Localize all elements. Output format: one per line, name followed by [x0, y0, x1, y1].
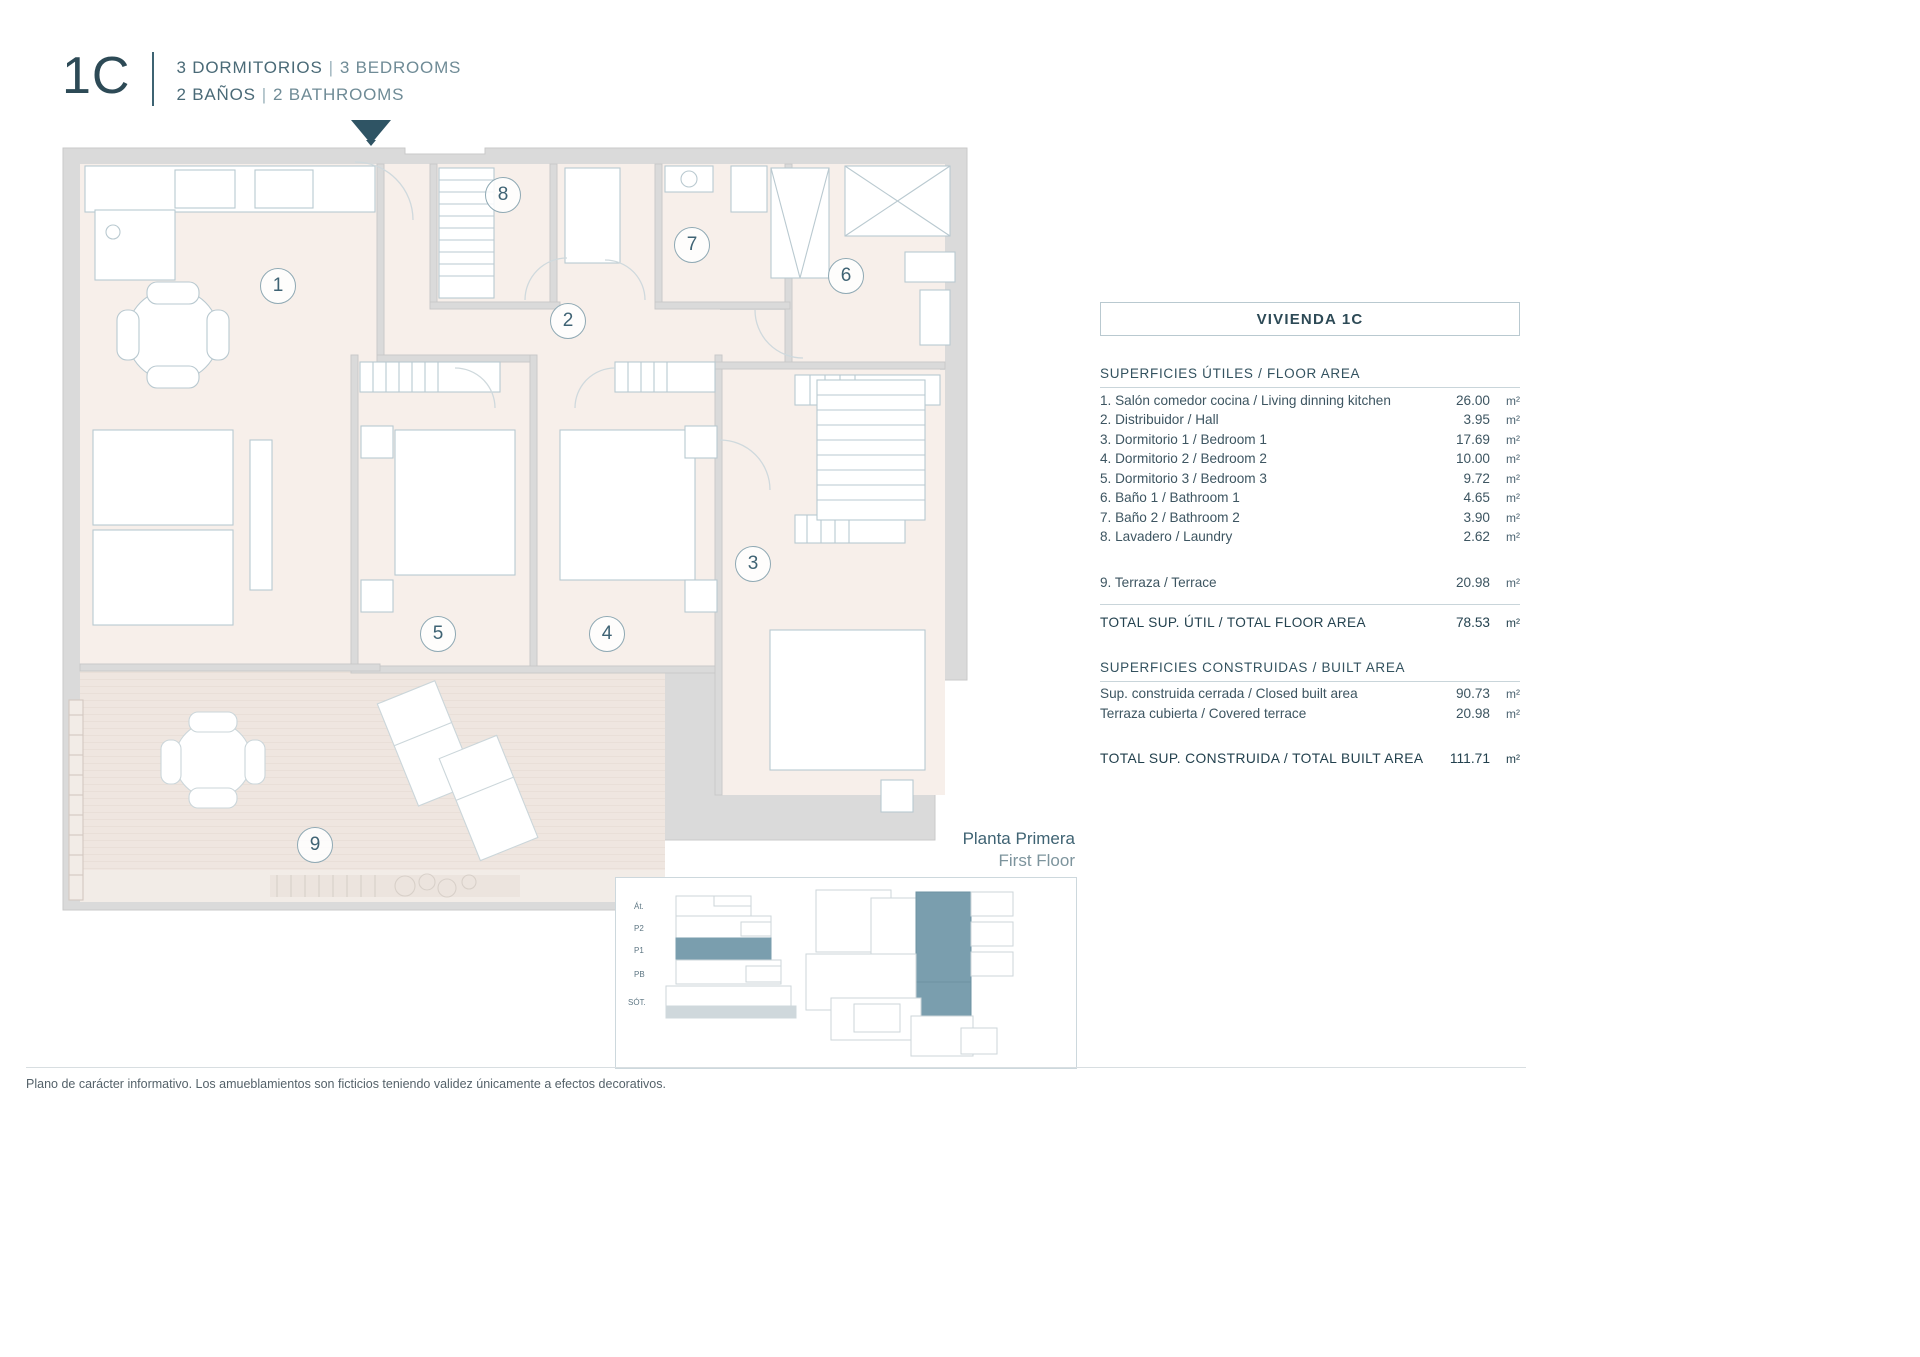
footer-disclaimer: Plano de carácter informativo. Los amueblamientos son ficticios teniendo validez únicamente a efectos decorativos.: [26, 1077, 666, 1091]
panel-title: VIVIENDA 1C: [1100, 302, 1520, 336]
keyplan-level-p1: P1: [634, 946, 644, 955]
area-value-5: 9.72: [1463, 470, 1490, 486]
entrance-arrow-icon: [348, 118, 398, 148]
key-plan: [615, 877, 1077, 1069]
bedrooms-summary: [176, 54, 461, 81]
floor-caption-en: First Floor: [998, 851, 1075, 870]
built-row-2: [1100, 701, 1520, 721]
stairs: [817, 380, 925, 520]
area-label-8: 8. Lavadero / Laundry: [1100, 529, 1233, 544]
total-built-area-unit: m²: [1506, 751, 1520, 766]
total-floor-area-value: 78.53: [1455, 614, 1490, 630]
room-marker-9: 9: [297, 827, 333, 863]
area-unit-5: m²: [1506, 471, 1520, 486]
sep-2: |: [261, 85, 267, 104]
area-unit-9: m²: [1506, 575, 1520, 590]
area-value-2: 3.95: [1463, 412, 1490, 427]
total-floor-area-unit: m²: [1506, 615, 1520, 630]
area-label-3: 3. Dormitorio 1 / Bedroom 1: [1100, 431, 1267, 447]
area-value-4: 10.00: [1455, 451, 1490, 466]
area-unit-3: m²: [1506, 432, 1520, 447]
area-value-3: 17.69: [1455, 431, 1490, 447]
area-row-2: [1100, 408, 1520, 428]
area-unit-1: m²: [1506, 393, 1520, 408]
area-label-2: 2. Distribuidor / Hall: [1100, 412, 1219, 427]
room-marker-5: 5: [420, 616, 456, 652]
area-label-1: 1. Salón comedor cocina / Living dinning kitchen: [1100, 392, 1391, 408]
built-row-1: [1100, 682, 1520, 702]
keyplan-level-at: Át.: [634, 902, 644, 911]
room-marker-3: 3: [735, 546, 771, 582]
area-unit-6: m²: [1506, 491, 1520, 505]
areas-panel: [1100, 302, 1520, 766]
total-built-area-row: [1100, 751, 1520, 766]
keyplan-level-p2: P2: [634, 924, 644, 933]
area-unit-7: m²: [1506, 510, 1520, 525]
area-row-4: [1100, 447, 1520, 467]
area-unit-8: m²: [1506, 530, 1520, 544]
room-marker-8: 8: [485, 177, 521, 213]
total-built-area-label: TOTAL SUP. CONSTRUIDA / TOTAL BUILT AREA: [1100, 750, 1424, 766]
area-row-6: [1100, 486, 1520, 506]
area-unit-2: m²: [1506, 413, 1520, 427]
built-label-1: Sup. construida cerrada / Closed built area: [1100, 686, 1358, 701]
area-row-9: [1100, 570, 1520, 590]
room-marker-2: 2: [550, 303, 586, 339]
area-unit-4: m²: [1506, 452, 1520, 466]
plan-header: [62, 47, 462, 108]
bathrooms-summary: [176, 81, 461, 108]
area-row-1: [1100, 388, 1520, 408]
built-unit-2: m²: [1506, 706, 1520, 721]
area-row-3: [1100, 427, 1520, 447]
built-label-2: Terraza cubierta / Covered terrace: [1100, 705, 1307, 721]
room-marker-7: 7: [674, 227, 710, 263]
area-value-7: 3.90: [1463, 509, 1490, 525]
floor-caption-es: Planta Primera: [962, 829, 1075, 848]
area-value-6: 4.65: [1463, 490, 1490, 505]
area-label-4: 4. Dormitorio 2 / Bedroom 2: [1100, 451, 1267, 466]
area-value-8: 2.62: [1463, 529, 1490, 544]
total-floor-area-label: TOTAL SUP. ÚTIL / TOTAL FLOOR AREA: [1100, 614, 1366, 630]
keyplan-level-sot: SÓT.: [628, 998, 646, 1007]
room-marker-1: 1: [260, 268, 296, 304]
total-floor-area-row: [1100, 604, 1520, 630]
area-label-5: 5. Dormitorio 3 / Bedroom 3: [1100, 470, 1267, 486]
floor-caption: [900, 828, 1075, 872]
header-divider: [152, 52, 154, 106]
room-marker-6: 6: [828, 258, 864, 294]
area-label-9: 9. Terraza / Terrace: [1100, 574, 1217, 590]
built-unit-1: m²: [1506, 687, 1520, 701]
page-title: 1C: [62, 47, 131, 105]
area-value-9: 20.98: [1455, 574, 1490, 590]
footer: [26, 1067, 1526, 1091]
header-summary: [176, 50, 461, 108]
total-built-area-value: 111.71: [1449, 750, 1490, 766]
built-areas-header: SUPERFICIES CONSTRUIDAS / BUILT AREA: [1100, 660, 1520, 682]
area-label-7: 7. Baño 2 / Bathroom 2: [1100, 509, 1240, 525]
built-value-1: 90.73: [1455, 686, 1490, 701]
keyplan-level-pb: PB: [634, 970, 645, 979]
room-marker-4: 4: [589, 616, 625, 652]
area-row-5: [1100, 466, 1520, 486]
built-value-2: 20.98: [1455, 705, 1490, 721]
bathrooms-en: 2 BATHROOMS: [273, 85, 405, 104]
area-row-7: [1100, 505, 1520, 525]
area-label-6: 6. Baño 1 / Bathroom 1: [1100, 490, 1240, 505]
useful-areas-header: SUPERFICIES ÚTILES / FLOOR AREA: [1100, 366, 1520, 388]
bathrooms-es: 2 BAÑOS: [176, 85, 256, 104]
bedrooms-en: 3 BEDROOMS: [339, 58, 462, 77]
floorplan-drawing: [55, 140, 1065, 930]
sep-1: |: [328, 58, 334, 77]
area-row-8: [1100, 525, 1520, 545]
footer-divider: [26, 1067, 1526, 1068]
area-value-1: 26.00: [1455, 392, 1490, 408]
bedrooms-es: 3 DORMITORIOS: [176, 58, 323, 77]
